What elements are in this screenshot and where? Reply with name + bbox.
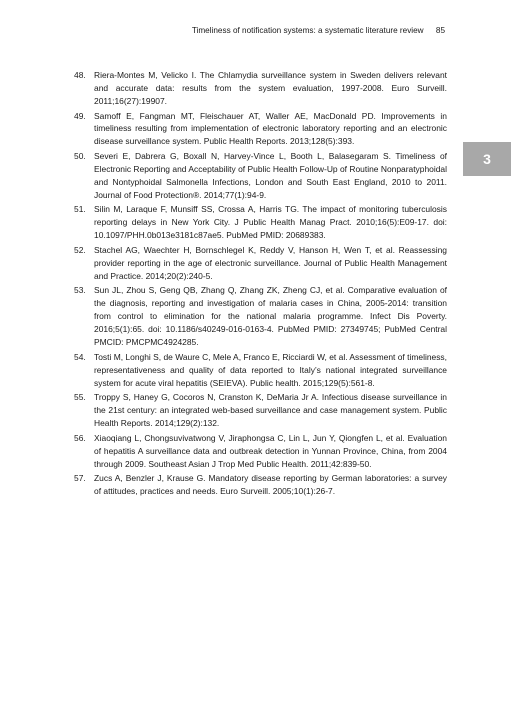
reference-number: 51.	[74, 204, 86, 215]
reference-text: Stachel AG, Waechter H, Bornschlegel K, Reddy V, Hanson H, Wen T, et al. Reassessing provider reporting in the age of electronic surveillance. Journal of Public Health Management and Practice. 2014;20(2):240-5.	[94, 244, 447, 281]
reference-text: Tosti M, Longhi S, de Waure C, Mele A, Franco E, Ricciardi W, et al. Assessment of timeliness, representativeness and quality of data reported to Italy’s national integrated surveillance system for acute viral hepatitis (SEIEVA). Public health. 2015;129(5):561-8.	[94, 351, 447, 388]
reference-item	[74, 203, 447, 242]
reference-list	[74, 69, 447, 500]
reference-item	[74, 391, 447, 430]
page-number: 85	[435, 26, 445, 35]
reference-number: 50.	[74, 151, 86, 162]
reference-number: 53.	[74, 285, 86, 296]
chapter-number: 3	[483, 151, 491, 167]
reference-item	[74, 351, 447, 390]
reference-item	[74, 284, 447, 349]
reference-text: Silin M, Laraque F, Munsiff SS, Crossa A, Harris TG. The impact of monitoring tuberculosis reporting delays in New York City. J Public Health Manag Pract. 2010;16(5):E09-17. doi: 10.1097/PHH.0b013e3181c87ae5. PubMed PMID: 20689383.	[94, 204, 447, 241]
reference-text: Samoff E, Fangman MT, Fleischauer AT, Waller AE, MacDonald PD. Improvements in timeliness resulting from implementation of electronic laboratory reporting and an electronic disease surveillance system. Public Health Reports. 2013;128(5):393.	[94, 110, 447, 147]
reference-item	[74, 432, 447, 471]
reference-text: Severi E, Dabrera G, Boxall N, Harvey-Vince L, Booth L, Balasegaram S. Timeliness of Electronic Reporting and Acceptability of Public Health Follow-Up of Routine Nonparatyphoidal and Nontyphoidal Salmonella Infections, London and South East England, 2010 to 2011. Journal of Food Protection®. 2014;77(1):94-9.	[94, 151, 447, 200]
reference-item	[74, 472, 447, 498]
reference-number: 52.	[74, 244, 86, 255]
reference-number: 55.	[74, 392, 86, 403]
reference-text: Sun JL, Zhou S, Geng QB, Zhang Q, Zhang ZK, Zheng CJ, et al. Comparative evaluation of the diagnosis, reporting and investigation of malaria cases in China, 2005-2014: transition from control to elimination for the national malaria programme. Infect Dis Poverty. 2016;5(1):65. doi: 10.1186/s40249-016-0163-4. PubMed PMID: 27349745; PubMed Central PMCID: PMCPMC4924285.	[94, 285, 447, 348]
reference-text: Troppy S, Haney G, Cocoros N, Cranston K, DeMaria Jr A. Infectious disease surveillance in the 21st century: an integrated web-based surveillance and case management system. Public Health Reports. 2014;129(2):132.	[94, 392, 447, 429]
reference-text: Riera-Montes M, Velicko I. The Chlamydia surveillance system in Sweden delivers relevant and accurate data: results from the system evaluation, 1997-2008. Euro Surveill. 2011;16(27):19907.	[94, 70, 447, 106]
reference-item	[74, 150, 447, 202]
reference-number: 49.	[74, 110, 86, 121]
reference-item	[74, 110, 447, 149]
reference-text: Zucs A, Benzler J, Krause G. Mandatory disease reporting by German laboratories: a survey of attitudes, practices and needs. Euro Surveill. 2005;10(1):26-7.	[94, 473, 447, 497]
running-header	[192, 26, 445, 35]
reference-item	[74, 69, 447, 108]
reference-number: 54.	[74, 351, 86, 362]
reference-number: 48.	[74, 70, 86, 80]
reference-item	[74, 244, 447, 283]
reference-number: 57.	[74, 473, 86, 484]
reference-number: 56.	[74, 432, 86, 443]
chapter-tab	[463, 142, 511, 176]
reference-text: Xiaoqiang L, Chongsuvivatwong V, Jiraphongsa C, Lin L, Jun Y, Qiongfen L, et al. Evaluation of hepatitis A surveillance data and outbreak detection in Yunnan Province, China, from 2004 through 2009. Southeast Asian J Trop Med Public Health. 2011;42:839-50.	[94, 432, 447, 469]
running-header-title: Timeliness of notification systems: a systematic literature review	[191, 26, 424, 35]
